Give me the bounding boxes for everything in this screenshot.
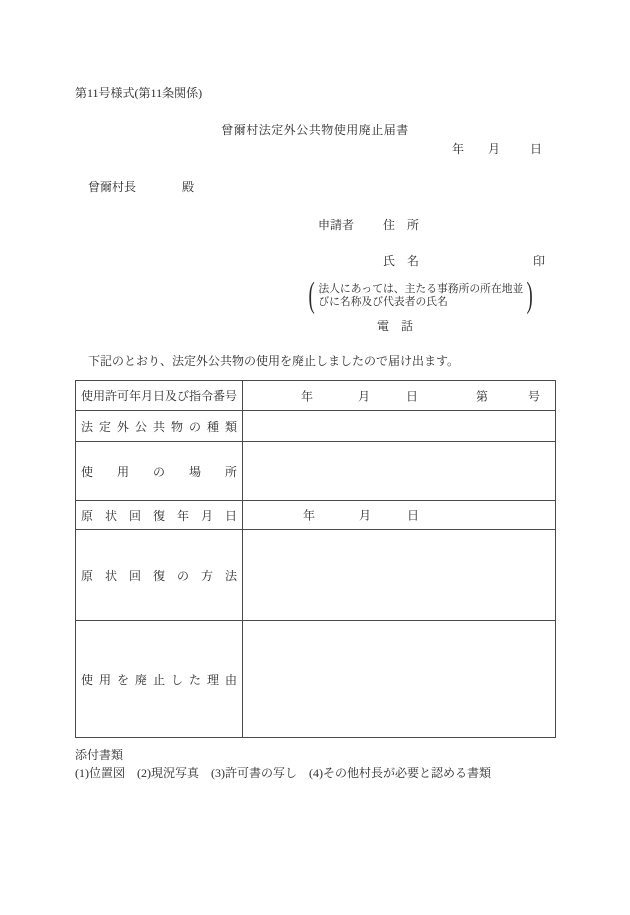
open-paren-glyph: ( <box>308 276 315 315</box>
row-value-place-of-use <box>243 442 556 501</box>
year-label: 年 <box>301 389 314 403</box>
day-label: 日 <box>407 508 420 523</box>
row-label-restoration-method: 原状回復の方法 <box>76 530 243 621</box>
row-value-permit-date-number <box>243 381 556 411</box>
corporate-note-text <box>317 283 524 309</box>
table-row-place-of-use <box>76 442 556 501</box>
number-suffix-label: 号 <box>528 389 541 403</box>
applicant-label: 申請者 <box>318 218 355 232</box>
table-row-restoration-date <box>76 501 556 530</box>
date-day-label: 日 <box>530 142 543 156</box>
date-year-label: 年 <box>452 142 465 156</box>
form-number: 第11号様式(第11条関係) <box>75 86 203 100</box>
seal-mark-label: 印 <box>533 254 546 268</box>
row-label-abolition-reason: 使用を廃止した理由 <box>76 621 243 738</box>
table-row-restoration-method <box>76 530 556 621</box>
applicant-phone-label: 電 話 <box>377 319 414 333</box>
number-prefix-label: 第 <box>476 389 489 403</box>
month-label: 月 <box>359 508 372 523</box>
row-value-restoration-date <box>243 501 556 530</box>
attachments-heading: 添付書類 <box>75 748 124 762</box>
row-value-restoration-method <box>243 530 556 621</box>
corporate-note-line2: びに名称及び代表者の氏名 <box>318 296 448 308</box>
abolition-details-table <box>75 380 556 738</box>
table-row-property-type <box>76 411 556 442</box>
close-paren-glyph: ) <box>526 276 534 315</box>
addressee-name: 曾爾村長 <box>88 180 137 194</box>
table-row-permit-date-number <box>76 381 556 411</box>
attachments-list: (1)位置図 (2)現況写真 (3)許可書の写し (4)その他村長が必要と認める書類 <box>75 766 491 780</box>
row-label-place-of-use: 使用の場所 <box>76 442 243 501</box>
row-label-permit-date-number: 使用許可年月日及び指令番号 <box>76 381 243 411</box>
addressee-honorific: 殿 <box>182 180 195 194</box>
row-value-property-type <box>243 411 556 442</box>
corporate-applicant-note <box>306 276 536 315</box>
day-label: 日 <box>406 389 419 403</box>
month-label: 月 <box>358 389 371 403</box>
row-label-restoration-date: 原状回復年月日 <box>76 501 243 530</box>
row-value-abolition-reason <box>243 621 556 738</box>
applicant-name-label: 氏 名 <box>383 254 420 268</box>
applicant-address-label: 住 所 <box>383 218 420 232</box>
body-statement: 下記のとおり、法定外公共物の使用を廃止しましたので届け出ます。 <box>88 354 460 368</box>
page-title: 曾爾村法定外公共物使用廃止届書 <box>221 123 409 137</box>
row-label-property-type: 法定外公共物の種類 <box>76 411 243 442</box>
table-row-abolition-reason <box>76 621 556 738</box>
date-month-label: 月 <box>488 142 501 156</box>
year-label: 年 <box>303 508 316 523</box>
corporate-note-line1: 法人にあっては、主たる事務所の所在地並 <box>318 283 524 295</box>
